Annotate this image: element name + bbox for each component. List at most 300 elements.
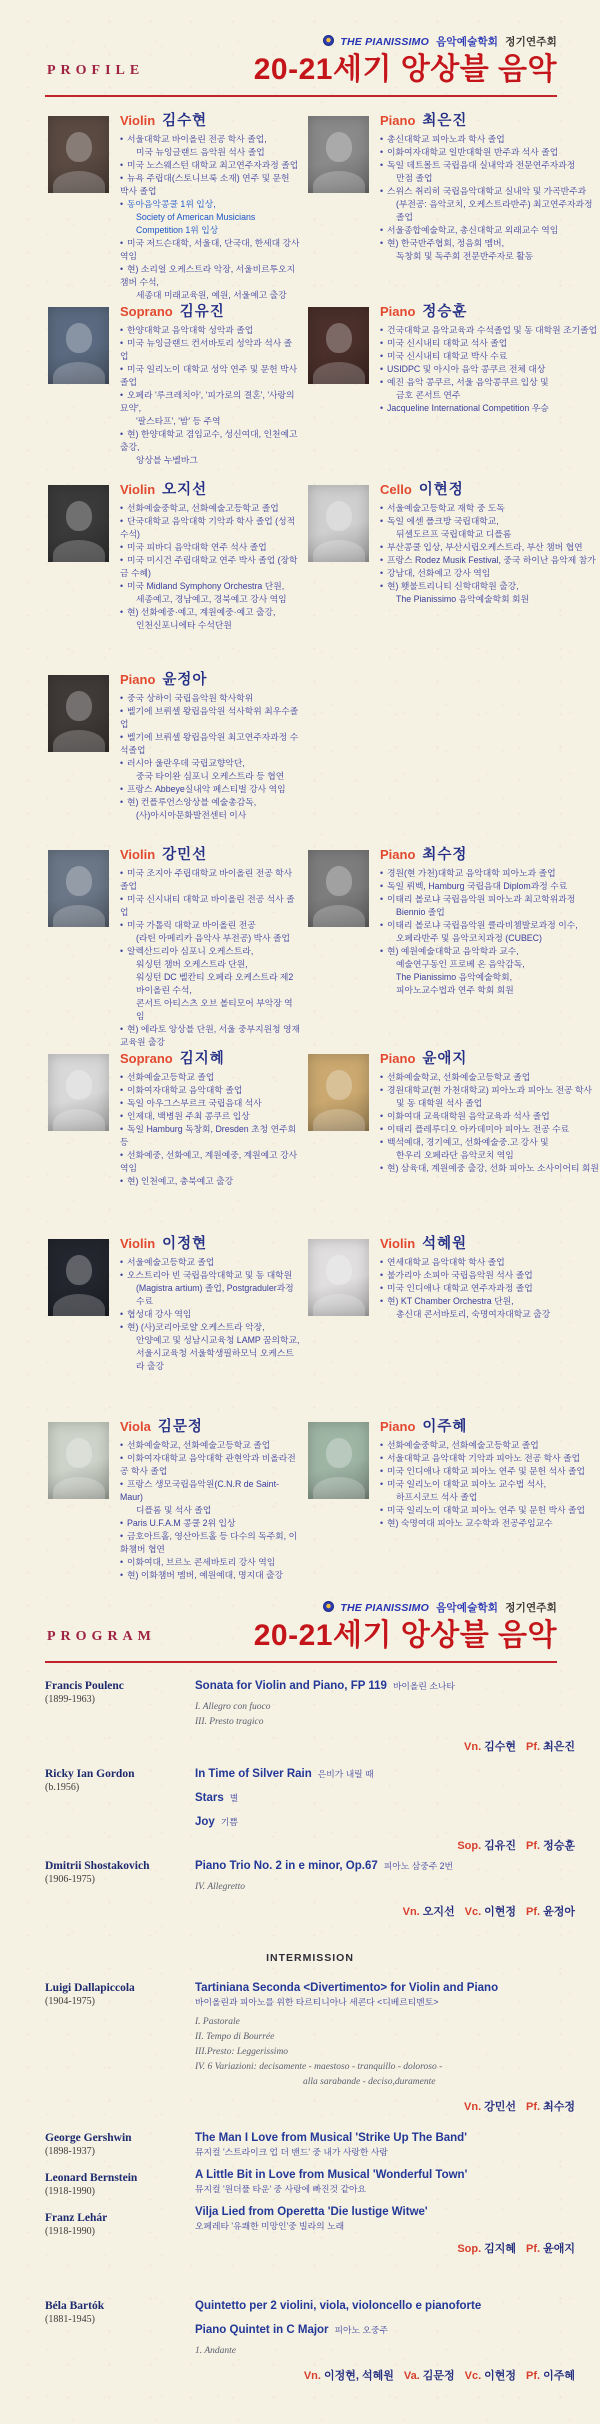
bullet-icon: • [120,1270,124,1280]
piece-title: Quintetto per 2 violini, viola, violoncello e pianoforte [195,2300,482,2312]
performer-names: 김수현 [484,1741,517,1753]
profile-bio-item: • 이태리 볼로냐 국립음악원 클라비쳄발로과정 이수, [380,920,578,930]
profile-name: 석혜원 [422,1236,468,1252]
composer-name: Ricky Ian Gordon [45,1768,135,1780]
profile-bio-item: • 프랑스 Abbeye실내악 페스티벌 강사 역임 [120,784,286,794]
performers-line [195,2242,575,2256]
bullet-icon: • [380,377,384,387]
profile-bio-item: • 이화여대, 브르노 콘세바토리 강사 역임 [120,1557,276,1567]
performer-part-label: Pf. [526,1840,541,1852]
profile-role: Violin [380,1236,416,1251]
profile-role: Piano [380,1419,416,1434]
composer-dates: (1906-1975) [45,1874,95,1885]
performer-part-label: Pf. [526,2101,541,2113]
portrait-photo [308,485,369,562]
profile-bio-item: 총신대 콘서바토리, 숙명여자대학교 출강 [396,1309,551,1319]
bullet-icon: • [380,1283,384,1293]
profile-bio-item: • 선화예술학교, 선화예술고등학교 졸업 [380,1072,531,1082]
profile-text [120,1234,300,1373]
piece-column [195,1981,575,2131]
performer-names: 강민선 [484,2101,517,2113]
profile-bio-item: • 뉴욕 주립대(스토니브룩 소재) 연주 및 문헌 박사 졸업 [120,173,290,196]
profile-bio-item: • 현) KT Chamber Orchestra 단원, [380,1296,514,1306]
profile-name: 김지혜 [179,1051,225,1067]
brand-line [45,34,557,49]
profile-row [0,480,600,670]
profile-role: Violin [120,482,156,497]
composer-column [45,2299,195,2383]
bullet-icon: • [120,555,124,565]
bullet-icon: • [120,338,124,348]
bullet-icon: • [120,1124,124,1134]
profile-bio-item: • 미국 신시내티 대학교 바이올린 전공 석사 졸업 [120,894,295,917]
composer-dates: (1904-1975) [45,1996,95,2007]
bullet-icon: • [380,160,384,170]
program-entry [45,2131,575,2299]
profile-bio-item: • 이화여자대학교 음악대학 관현악과 비올라전공 학사 졸업 [120,1453,296,1476]
brand-society: 음악예술학회 [436,36,499,48]
movement: alla sarabande - deciso,duramente [303,2077,436,2087]
profile-bio-item: 예술연구동인 프로베 온 음악감독, [396,959,525,969]
profile-title [120,1236,300,1252]
profile-bio-item: 미국 뉴잉글랜드 음악원 석사 졸업 [136,147,265,157]
piece-block [195,1791,575,1805]
profile-bio-item: • 선화예술중학교, 선화예술고등학교 졸업 [380,1440,539,1450]
bullet-icon: • [120,946,124,956]
profile-role: Piano [380,113,416,128]
bullet-icon: • [380,403,384,413]
composer-name: Francis Poulenc [45,1680,124,1692]
profile-bio-item: • 미국 인디애나 대학교 피아노 연주 및 문헌 석사 졸업 [380,1466,586,1476]
piece-block [195,2323,575,2359]
profile-card [0,302,300,480]
profile-name: 이주혜 [422,1419,468,1435]
composer-dates: (1918-1990) [45,2226,95,2237]
brand-event: 정기연주회 [505,36,557,48]
piece-column [195,2131,575,2299]
profile-bio-item: • 독일 에센 폴크방 국립대학교, [380,516,499,526]
movement-list [195,1880,575,1895]
performers-line [195,1839,575,1853]
piece-block [195,1767,575,1781]
bullet-icon: • [380,555,384,565]
bullet-icon: • [120,1098,124,1108]
profile-section-label: PROFILE [47,63,145,78]
composer-name: Luigi Dallapiccola [45,1982,135,1994]
profile-bio-item: • 독일 아우그스부르크 국립음대 석사 [120,1098,262,1108]
piece-title: Tartiniana Seconda <Divertimento> for Violin and Piano [195,1982,499,1994]
piece-subtitle: 피아노 오중주 [334,2325,388,2335]
profile-name: 김유진 [179,304,225,320]
piece-column [195,1767,575,1859]
bullet-icon: • [380,1296,384,1306]
profile-title [380,1236,600,1252]
profile-bio-item: The Pianissimo 음악예술학회, [396,972,513,982]
performer-names: 김유진 [484,1840,517,1852]
profile-bio-item: 워싱턴 DC 벨칸티 오페라 오케스트라 제2바이올린 수석, [136,972,294,995]
profile-bio-item: 세종대 미래교육원, 예원, 서울예고 출강 [136,290,287,300]
bullet-icon: • [380,568,384,578]
profile-bio-item: Biennio 졸업 [396,907,445,917]
profile-role: Soprano [120,304,173,319]
profile-bio-item: • 미국 노스웨스턴 대학교 최고연주자과정 졸업 [120,160,299,170]
profile-text [120,1049,300,1188]
profile-name: 최수정 [422,847,468,863]
portrait-photo [48,1422,109,1499]
profile-title [120,482,300,498]
bullet-icon: • [120,516,124,526]
bullet-icon: • [380,1163,384,1173]
composer-name: Béla Bartók [45,2300,105,2312]
profile-row [0,1049,600,1234]
profile-card [0,670,300,845]
performer-names: 윤정아 [543,1906,575,1918]
bullet-icon: • [120,429,124,439]
bullet-icon: • [380,238,384,248]
profile-role: Violin [120,847,156,862]
brand-event: 정기연주회 [505,1602,557,1614]
profile-name: 최은진 [422,113,468,129]
profile-bio-item: • 인제대, 백병원 주최 콩쿠르 입상 [120,1111,250,1121]
composer-dates: (1918-1990) [45,2186,95,2197]
profiles-section [0,97,600,1582]
bullet-icon: • [120,1024,124,1034]
profile-bio-item: 서울시교육청 서울학생필하모닉 오케스트라 출강 [136,1348,294,1371]
profile-text [120,670,300,822]
bullet-icon: • [380,503,384,513]
piece-subtitle: 피아노 삼중주 2번 [383,1861,454,1871]
bullet-icon: • [380,868,384,878]
piece-title: Joy 기쁨 [195,1816,238,1828]
bullet-icon: • [120,1453,124,1463]
profile-bio-item: • 스위스 취리히 국립음악대학교 실내악 및 가곡반주과 [380,186,587,196]
portrait-photo [48,1239,109,1316]
performer-part-label: Vc. [464,1906,482,1918]
profile-bio-item: • 미국 인디애나 대학교 연주자과정 졸업 [380,1283,533,1293]
profile-bio-item: • 한양대학교 음악대학 성악과 졸업 [120,325,254,335]
composer-column [45,1859,195,1935]
bullet-icon: • [380,1111,384,1121]
performer-part-label: Sop. [457,2243,482,2255]
portrait-photo [308,1422,369,1499]
bullet-icon: • [120,134,124,144]
profile-bio-item: • 현) 선화예중·예고, 계원예중·예고 출강, [120,607,276,617]
performers-line [195,1740,575,1754]
profile-title [120,1419,300,1435]
performer-part-label: Pf. [526,2370,541,2382]
profile-bio-item: • 현) 한양대학교 겸임교수, 성신여대, 인천예고 출강, [120,429,298,452]
profile-title [380,847,600,863]
bullet-icon: • [120,1257,124,1267]
profile-bio-item: • 현) 소리얼 오케스트라 악장, 서울비르투오지 챔버 수석, [120,264,296,287]
profile-row [0,111,600,302]
piece-subtitle: 바이올린 소나타 [392,1681,455,1691]
performer-names: 최수정 [543,2101,575,2113]
composer-name: George Gershwin [45,2132,132,2144]
piece-column [195,1859,575,1935]
movement: IV. Allegretto [195,1882,245,1892]
profile-bio-item: • 금호아트홀, 영산아트홀 등 다수의 독주회, 이화챔버 협연 [120,1531,298,1554]
bullet-icon: • [120,1111,124,1121]
piece-block [195,2205,575,2232]
profile-role: Piano [380,1051,416,1066]
profile-bio-item: 인천신포니에타 수석단원 [136,620,232,630]
bullet-icon: • [380,325,384,335]
profile-bio-item: • 벨기에 브뤼셀 왕립음악원 석사학위 최우수졸업 [120,706,299,729]
bullet-icon: • [380,134,384,144]
profile-card [0,1049,300,1234]
profile-text [380,1417,600,1530]
profile-role: Violin [120,1236,156,1251]
profile-bio-item: • 미국 신시내티 대학교 박사 수료 [380,351,508,361]
movement: II. Tempo di Bourrée [195,2032,275,2042]
piece-title: Vilja Lied from Operetta 'Die lustige Witwe' [195,2206,428,2218]
performer-names: 이현정 [484,1906,517,1918]
bullet-icon: • [380,1085,384,1095]
profile-bio-item: (사)아시아문화발전센터 이사 [136,810,247,820]
portrait-photo [308,1054,369,1131]
intermission-label: INTERMISSION [266,1952,354,1964]
profile-header [0,0,600,87]
profile-bio-item: • 이화여자대학교 음악대학 졸업 [120,1085,243,1095]
performer-part-label: Pf. [526,2243,541,2255]
composer-name: Dmitrii Shostakovich [45,1860,150,1872]
profile-bio-item: • 현) 삼육대, 계원예중 출강, 선화 피아노 소사이어티 회원 [380,1163,599,1173]
profile-bio-item: • 부산콩쿨 입상, 부산시립오케스트라, 부산 챔버 협연 [380,542,583,552]
bullet-icon: • [120,581,124,591]
piece-subtitle: 바이올린과 피아노를 위한 타르티니아나 세콘다 <디베르티멘토> [195,1997,439,2007]
portrait-photo [48,485,109,562]
bullet-icon: • [120,1557,124,1567]
program-entry [45,2299,575,2383]
composer-block [45,2299,195,2326]
profile-bio-item: • 프랑스 Rodez Musik Festival, 중국 하이난 음악제 참가 [380,555,596,565]
bullet-icon: • [380,1072,384,1082]
performers-line [195,1905,575,1919]
profile-role: Soprano [120,1051,173,1066]
program-entry [45,1679,575,1767]
profile-role: Cello [380,482,412,497]
piece-block [195,1679,575,1730]
profile-title [120,847,300,863]
profile-bio-item: • 단국대학교 음악대학 기악과 학사 졸업 (성적수석) [120,516,296,539]
profile-card [300,1234,600,1417]
profile-name: 오지선 [162,482,208,498]
profile-name: 윤정아 [162,672,208,688]
bullet-icon: • [120,1518,124,1528]
bullet-icon: • [380,581,384,591]
profile-card [300,1049,600,1234]
bullet-icon: • [380,1518,384,1528]
profile-bio-item: • 독일 뤼벡, Hamburg 국립음대 Diplom과정 수료 [380,881,568,891]
profile-role: Piano [120,672,156,687]
performer-part-label: Vc. [464,2370,482,2382]
bullet-icon: • [120,160,124,170]
profile-bio-item: 한우리 오페라단 음악코치 역임 [396,1150,514,1160]
profile-bio-item: • 미국 미시건 주립대학교 연주 박사 졸업 (장학금 수혜) [120,555,298,578]
profile-name: 강민선 [162,847,208,863]
program-section [0,1663,600,2383]
profile-bio-item: • 미국 일리노이 대학교 피아노 교수법 석사, [380,1479,547,1489]
profile-title [380,304,600,320]
profile-bio-item: • 프랑스 생모국립음악원(C.N.R de Saint-Maur) [120,1479,279,1502]
profile-text [120,480,300,632]
profile-bio-item: • 오스트리아 빈 국립음악대학교 및 동 대학원 [120,1270,293,1280]
program-section-label: PROGRAM [47,1629,156,1644]
profile-title [120,304,300,320]
portrait-photo [48,307,109,384]
portrait-photo [48,675,109,752]
bullet-icon: • [380,516,384,526]
piece-block [195,1981,575,2090]
bullet-icon: • [120,1479,124,1489]
composer-dates: (b.1956) [45,1782,80,1793]
profile-text [120,1417,300,1582]
profile-card [300,480,600,670]
profile-bio-item: • 벨기에 브뤼셀 왕립음악원 최고연주자과정 수석졸업 [120,732,299,755]
program-entry [45,1981,575,2131]
piece-subtitle: 은비가 내릴 때 [317,1769,374,1779]
profile-card [0,480,300,670]
movement: I. Allegro con fuoco [195,1702,271,1712]
program-entry [45,1767,575,1859]
composer-dates: (1899-1963) [45,1694,95,1705]
profile-bio-item: • 경원대학교(현 가천대학교) 피아노과 피아노 전공 학사 [380,1085,593,1095]
profile-bio-item: • 서울종합예술학교, 총신대학교 외래교수 역임 [380,225,559,235]
bullet-icon: • [380,1505,384,1515]
profile-bio-item: • 오페라 '루크레치아', '피가로의 결혼', '사랑의 묘약', [120,390,295,413]
profile-name: 윤애지 [422,1051,468,1067]
profile-bio-item: • 서울예술고등학교 재학 중 도독 [380,503,505,513]
performer-names: 김지혜 [484,2243,517,2255]
page-title: 20-21세기 앙상블 음악 [253,53,557,86]
profile-bio-item: • 현) 예원예술대학교 음악학과 교수, [380,946,519,956]
performer-part-label: Vn. [303,2370,321,2382]
profile-title [120,672,300,688]
profile-text [380,111,600,263]
bullet-icon: • [380,364,384,374]
profile-title [380,1419,600,1435]
composer-name: Leonard Bernstein [45,2172,138,2184]
movement: I. Pastorale [195,2017,240,2027]
bullet-icon: • [120,1309,124,1319]
performer-names: 윤애지 [543,2243,575,2255]
bullet-icon: • [120,1531,124,1541]
performers-line [195,2100,575,2114]
composer-block [45,1767,195,1794]
profile-bio-item: • 건국대학교 음악교육과 수석졸업 및 동 대학원 조기졸업 [380,325,598,335]
profile-bio-item: • 미국 피바디 음악대학 연주 석사 졸업 [120,542,267,552]
profile-text [380,845,600,997]
movement: III. Presto tragico [195,1717,264,1727]
bullet-icon: • [380,1453,384,1463]
profile-bio-item: • Jacqueline International Competition 우승 [380,403,549,413]
profile-bio-item: • 총신대학교 피아노과 학사 졸업 [380,134,505,144]
profile-name: 이현정 [418,482,464,498]
bullet-icon: • [120,1072,124,1082]
bullet-icon: • [120,693,124,703]
performer-names: 오지선 [422,1906,455,1918]
profile-bio-item: • 서울대학교 음악대학 기악과 피아노 전공 학사 졸업 [380,1453,581,1463]
profile-bio-item: 앙상블 누벨바그 [136,455,198,465]
profile-bio-item: • 독일 데트몰트 국립음대 실내악과 전문연주자과정 [380,160,576,170]
composer-block [45,2131,195,2158]
profile-row [0,1234,600,1417]
composer-block [45,2211,195,2238]
performer-names: 이현정 [484,2370,517,2382]
profile-bio-item: • 강남대, 선화예고 강사 역임 [380,568,491,578]
profile-bio-item: • 미국 신시내티 대학교 석사 졸업 [380,338,508,348]
profile-text [120,845,300,1049]
profile-bio-item: • 동아음악콩쿨 1위 입상, [120,199,216,209]
profile-bio-item: • 선화예술고등학교 졸업 [120,1072,215,1082]
program-header [0,1582,600,1653]
piece-subtitle: 뮤지컬 '스트라이크 업 더 밴드' 중 내가 사랑한 사람 [195,2147,388,2157]
profile-role: Violin [120,113,156,128]
piece-title: A Little Bit in Love from Musical 'Wonderful Town' [195,2169,468,2181]
composer-block [45,1981,195,2008]
movement: III.Presto: Leggerissimo [195,2047,289,2057]
profile-name: 이정현 [162,1236,208,1252]
bullet-icon: • [380,186,384,196]
brand-name: THE PIANISSIMO [340,36,429,48]
profile-card [300,111,600,302]
piece-block [195,2299,575,2313]
profile-bio-item: • 예진 음악 콩쿠르, 서울 음악콩쿠르 입상 및 [380,377,549,387]
bullet-icon: • [380,1137,384,1147]
bullet-icon: • [120,607,124,617]
profile-bio-item: • 선화예술학교, 선화예술고등학교 졸업 [120,1440,271,1450]
profile-bio-item: The Pianissimo 음악예술학회 회원 [396,594,530,604]
piece-title: Piano Trio No. 2 in e minor, Op.67 피아노 삼중주 2번 [195,1860,454,1872]
bullet-icon: • [120,868,124,878]
profile-bio-item: 중국 타이완 심포니 오케스트라 등 협연 [136,771,285,781]
profile-bio-item: • USIDPC 및 아시아 음악 콩쿠르 전체 대상 [380,364,546,374]
profile-bio-item: 디플롬 및 석사 졸업 [136,1505,212,1515]
bullet-icon: • [380,1479,384,1489]
profile-bio-item: • 연세대학교 음악대학 학사 졸업 [380,1257,505,1267]
bullet-icon: • [120,784,124,794]
brand-society: 음악예술학회 [436,1602,499,1614]
profile-bio-item: 세종예고, 경남예고, 경북예고 강사 역임 [136,594,287,604]
bullet-icon: • [380,542,384,552]
composer-column [45,1767,195,1859]
piece-title: In Time of Silver Rain 은비가 내릴 때 [195,1768,374,1780]
profile-text [120,302,300,467]
profile-card [300,845,600,1049]
profile-role: Piano [380,847,416,862]
bullet-icon: • [120,1440,124,1450]
profile-bio-item: 만점 졸업 [396,173,433,183]
composer-name: Franz Lehár [45,2212,108,2224]
profile-bio-item: • 이태리 볼로냐 국립음악원 피아노과 최고학위과정 [380,894,576,904]
bullet-icon: • [120,173,124,183]
performer-names: 이주혜 [543,2370,575,2382]
profile-row [0,670,600,845]
profile-bio-item: • 현) 에라토 앙상블 단원, 서울 중부지원청 영재교육원 출강 [120,1024,300,1047]
bullet-icon: • [120,542,124,552]
pianissimo-logo-icon [323,35,334,46]
piece-block [195,1859,575,1895]
performer-part-label: Va. [403,2370,420,2382]
bullet-icon: • [120,1322,124,1332]
bullet-icon: • [380,351,384,361]
profile-bio-item: 안양예고 및 성남시교육청 LAMP 꿈의학교, [136,1335,300,1345]
profile-bio-item: 오페라반주 및 음악코치과정 (CUBEC) [396,933,542,943]
profile-row [0,302,600,480]
profile-name: 김수현 [162,113,208,129]
profile-bio-item: • 이화여자대학교 일반대학원 반주과 석사 졸업 [380,147,559,157]
